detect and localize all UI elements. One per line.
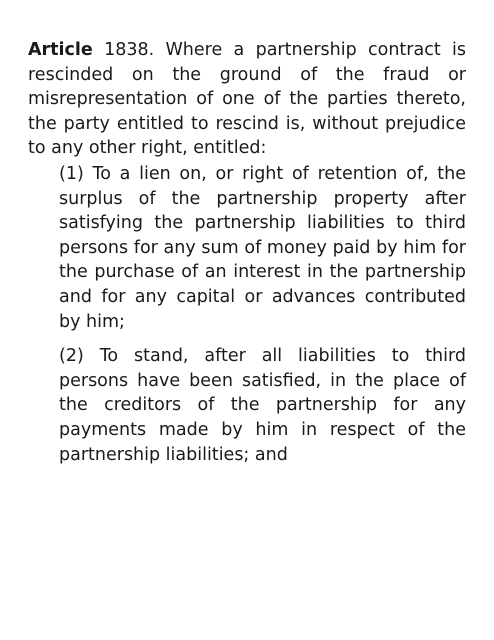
list-item-2: (2) To stand, after all liabilities to third persons have been satisfied, in the place of the creditors of the partnership for any payments made by him in respect of the partnership liabilities; and	[59, 346, 466, 465]
article-paragraph	[28, 38, 466, 161]
list-item-1: (1) To a lien on, or right of retention of, the surplus of the partnership property after satisfying the partnership liabilities to third persons for any sum of money paid by him for the purchase of an interest in the partnership and for any capital or advances contributed by him;	[59, 163, 466, 332]
document-page	[28, 38, 466, 467]
article-label: Article	[28, 40, 93, 60]
article-intro: 1838. Where a partnership contract is rescinded on the ground of the fraud or misrepresentation of one of the parties thereto, the party entitled to rescind is, without prejudice to any other right, entitled:	[28, 40, 466, 159]
